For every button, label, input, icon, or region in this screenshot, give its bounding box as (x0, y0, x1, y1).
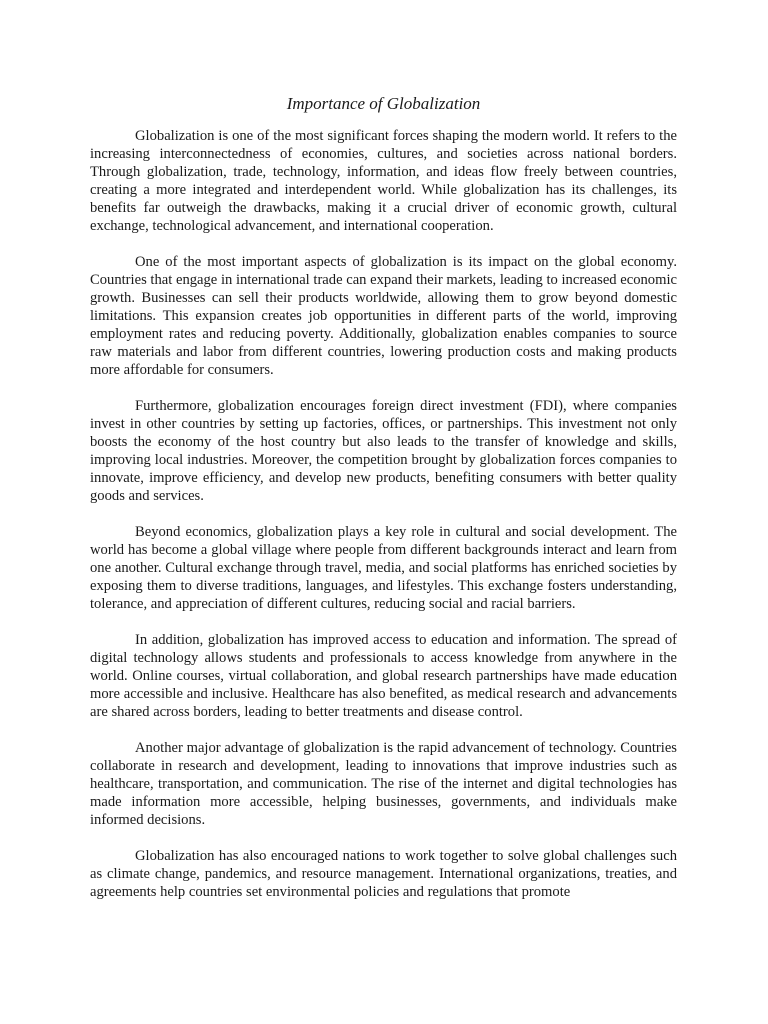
paragraph-3: Furthermore, globalization encourages foreign direct investment (FDI), where companies invest in other countries by setting up factories, offices, or partnerships. This investment not only boosts the economy of the host country but also leads to the transfer of knowledge and skills, improving local industries. Moreover, the competition brought by globalization forces companies to innovate, improve efficiency, and develop new products, benefiting consumers with better quality goods and services. (90, 398, 677, 504)
document-title: Importance of Globalization (286, 94, 481, 113)
paragraph-4: Beyond economics, globalization plays a key role in cultural and social development. The world has become a global village where people from different backgrounds interact and learn from one another. Cultural exchange through travel, media, and social platforms has enriched societies by exposing them to diverse traditions, languages, and lifestyles. This exchange fosters understanding, tolerance, and appreciation of different cultures, reducing social and racial barriers. (90, 524, 677, 612)
paragraph-1: Globalization is one of the most significant forces shaping the modern world. It refers to the increasing interconnectedness of economies, cultures, and societies across national borders. Through globalization, trade, technology, information, and ideas flow freely between countries, creating a more integrated and interdependent world. While globalization has its challenges, its benefits far outweigh the drawbacks, making it a crucial driver of economic growth, cultural exchange, technological advancement, and international cooperation. (90, 128, 677, 234)
paragraph-2: One of the most important aspects of globalization is its impact on the global economy. Countries that engage in international trade can expand their markets, leading to increased economic growth. Businesses can sell their products worldwide, allowing them to grow beyond domestic limitations. This expansion creates job opportunities in different parts of the world, improving employment rates and reducing poverty. Additionally, globalization enables companies to source raw materials and labor from different countries, lowering production costs and making products more affordable for consumers. (90, 254, 677, 378)
paragraph-6: Another major advantage of globalization is the rapid advancement of technology. Countries collaborate in research and development, leading to innovations that improve industries such as healthcare, transportation, and communication. The rise of the internet and digital technologies has made information more accessible, helping businesses, governments, and individuals make informed decisions. (90, 740, 677, 828)
document-body (90, 93, 677, 919)
paragraph-5: In addition, globalization has improved access to education and information. The spread of digital technology allows students and professionals to access knowledge from anywhere in the world. Online courses, virtual collaboration, and global research partnerships have made education more accessible and inclusive. Healthcare has also benefited, as medical research and advancements are shared across borders, leading to better treatments and disease control. (90, 632, 677, 720)
paragraph-7: Globalization has also encouraged nations to work together to solve global challenges such as climate change, pandemics, and resource management. International organizations, treaties, and agreements help countries set environmental policies and regulations that promote (90, 848, 677, 900)
